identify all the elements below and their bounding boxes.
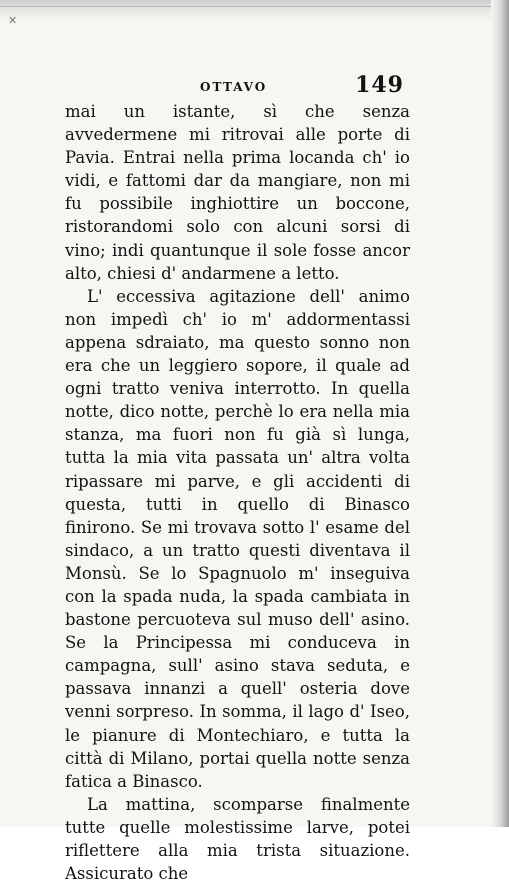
paragraph-1: mai un istante, sì che senza avvedermene mi ritrovai alle porte di Pavia. Entrai nella prima locanda ch' io vidi, e fattomi dar da mangiare, non mi fu possibile inghiottire un boccone, ristorandomi solo con alcuni sorsi di vino; indi quantunque il sole fosse ancor alto, chiesi d' andarmene a letto. (65, 102, 410, 283)
page-header (170, 70, 410, 100)
paragraph-2: L' eccessiva agitazione dell' animo non impedì ch' io m' addormentassi appena sdraiato, ma questo sonno non era che un leggiero sopore, il quale ad ogni tratto veniva interrotto. In quella notte, dico notte, perchè lo era nella mia stanza, ma fuori non fu già sì lunga, tutta la mia vita passata un' altra volta ripassare mi parve, e gli accidenti di questa, tutti in quello di Binasco finirono. Se mi trovava sotto l' esame del sindaco, a un tratto questi diventava il Monsù. Se lo Spagnuolo m' inseguiva con la spada nuda, la spada cambiata in bastone percuoteva sul muso dell' asino. Se la Principessa mi conduceva in campagna, sull' asino stava seduta, e passava innanzi a quell' osteria dove venni sorpreso. In somma, il lago d' Iseo, le pianure di Montechiaro, e tutta la città di Milano, portai quella notte senza fatica a Binasco. (65, 286, 410, 791)
paper-speck: ✕ (8, 14, 18, 27)
page-number: 149 (355, 72, 404, 98)
running-head: OTTAVO (200, 80, 268, 94)
body-text (65, 100, 410, 885)
page-right-edge (491, 0, 509, 827)
paragraph-3: La mattina, scomparse finalmente tutte quelle molestissime larve, potei riflettere alla mia trista situazione. Assicurato che (65, 794, 410, 884)
page-top-edge (0, 0, 509, 22)
